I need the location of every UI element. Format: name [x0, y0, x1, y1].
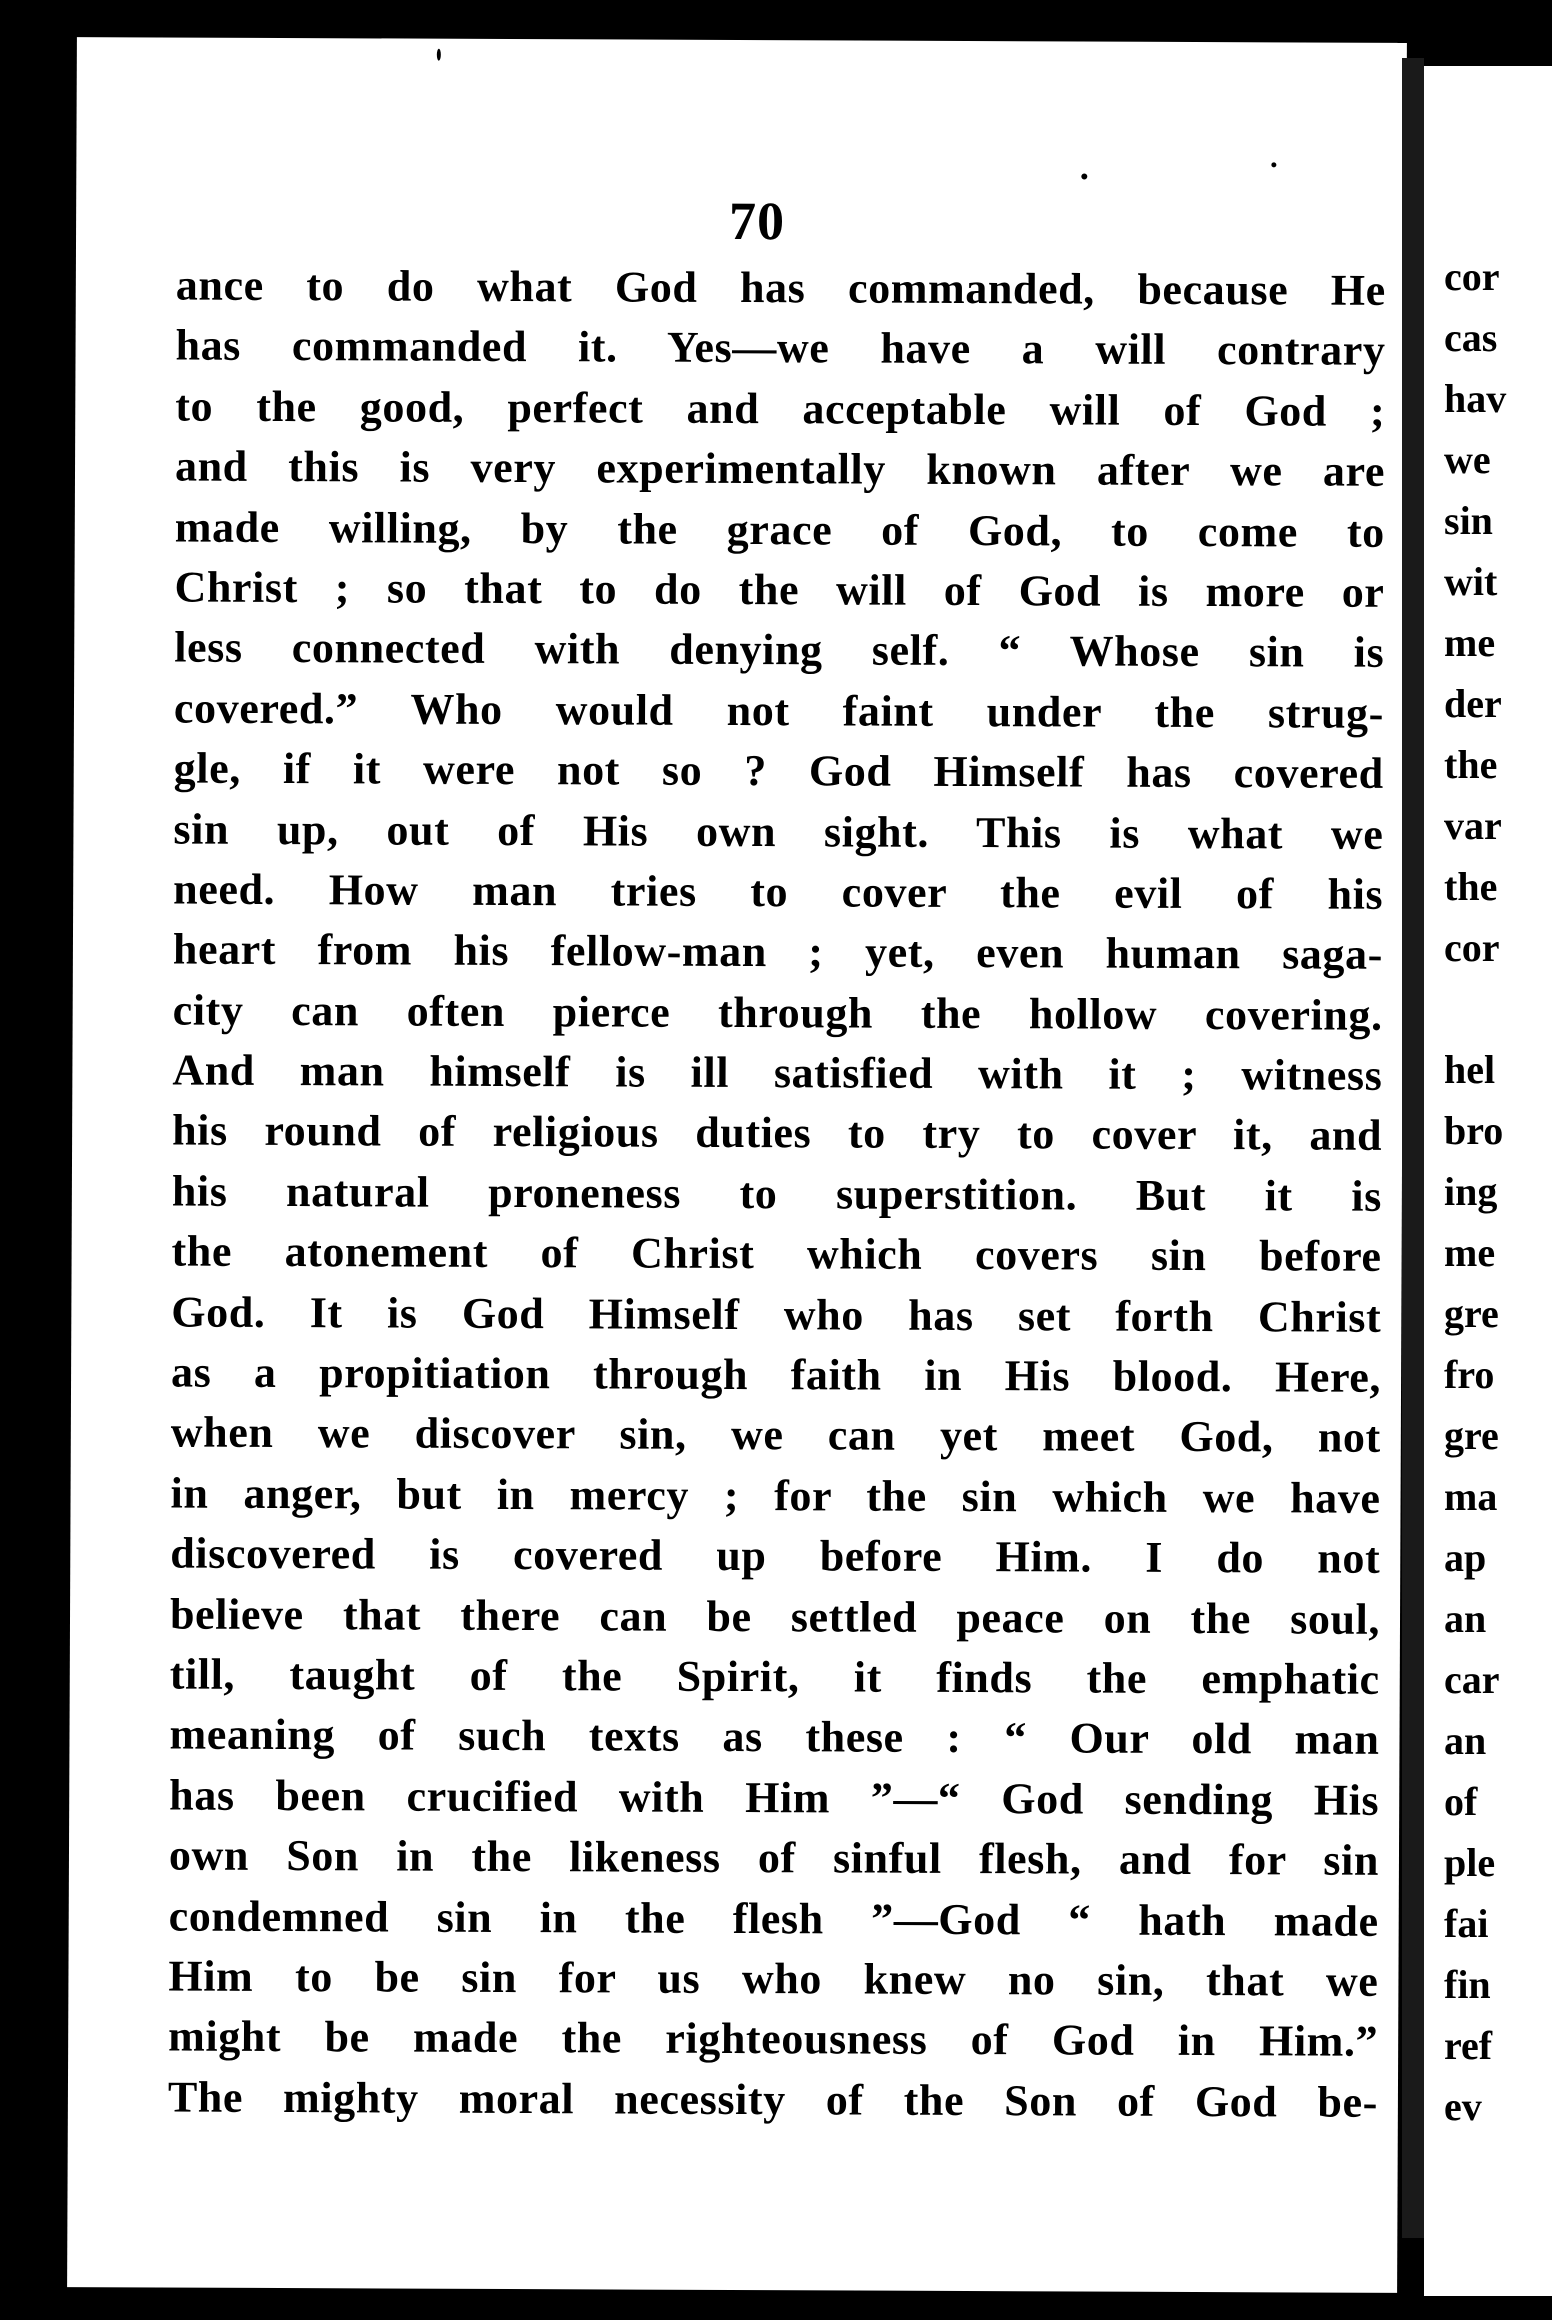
text-line: hav: [1444, 376, 1507, 421]
book-gutter: [1402, 58, 1424, 2238]
text-line: when we discover sin, we can yet meet God, not: [170, 1407, 1381, 1463]
text-line: his round of religious duties to try to cover it, and: [172, 1106, 1383, 1161]
right-page-edge: [1424, 66, 1552, 2296]
text-line: the atonement of Christ which covers sin before: [171, 1226, 1382, 1282]
text-line: less connected with denying self. “ Whose sin is: [174, 622, 1385, 678]
right-page-text: [1444, 246, 1552, 2137]
text-line: fro: [1444, 1352, 1495, 1397]
text-line: var: [1444, 803, 1502, 848]
text-line: an: [1444, 1596, 1487, 1641]
text-line: in anger, but in mercy ; for the sin which we have: [170, 1468, 1381, 1523]
text-line: der: [1444, 681, 1502, 726]
text-line: And man himself is ill satisfied with it ; witness: [172, 1045, 1383, 1100]
text-line: cas: [1444, 315, 1498, 360]
text-line: meaning of such texts as these : “ Our old man: [169, 1709, 1380, 1765]
text-line: sin: [1444, 498, 1493, 543]
text-line: condemned sin in the flesh ”—God “ hath made: [168, 1891, 1379, 1946]
text-line: me: [1444, 1230, 1496, 1275]
text-line: gre: [1444, 1291, 1499, 1336]
text-line: ev: [1444, 2084, 1482, 2129]
text-line: the: [1444, 742, 1498, 787]
text-line: car: [1444, 1657, 1500, 1702]
text-line: an: [1444, 1718, 1487, 1763]
text-line: to the good, perfect and acceptable will of God ;: [175, 381, 1386, 436]
text-line: as a propitiation through faith in His blood. Here,: [170, 1347, 1382, 1402]
text-line: of: [1444, 1779, 1478, 1824]
text-line: ap: [1444, 1535, 1487, 1580]
text-line: ple: [1444, 1840, 1496, 1885]
text-line: made willing, by the grace of God, to come to: [174, 502, 1385, 557]
text-line: might be made the righteousness of God in Him.”: [168, 2011, 1379, 2067]
text-line: covered.” Who would not faint under the strug-: [173, 683, 1385, 738]
text-line: wit: [1444, 559, 1498, 604]
text-line: cor: [1444, 925, 1500, 970]
text-line: ref: [1444, 2023, 1493, 2068]
page-number: 70: [728, 190, 786, 252]
text-line: the: [1444, 864, 1498, 909]
text-line: heart from his fellow-man ; yet, even human saga-: [172, 924, 1384, 980]
text-line: ance to do what God has commanded, because He: [175, 260, 1386, 315]
text-line: gle, if it were not so ? God Himself has covered: [173, 743, 1384, 798]
text-line: city can often pierce through the hollow covering.: [172, 985, 1383, 1040]
text-line: fin: [1444, 1962, 1491, 2007]
text-line: need. How man tries to cover the evil of his: [173, 864, 1384, 919]
text-line: own Son in the likeness of sinful flesh, and for sin: [168, 1830, 1380, 1885]
text-line: ing: [1444, 1169, 1498, 1214]
text-line: has commanded it. Yes—we have a will contrary: [175, 320, 1386, 376]
text-line: we: [1444, 437, 1491, 482]
text-line: sin up, out of His own sight. This is what we: [173, 804, 1384, 859]
text-line: ma: [1444, 1474, 1498, 1519]
text-line: discovered is covered up before Him. I do not: [170, 1528, 1381, 1584]
text-line: cor: [1444, 254, 1500, 299]
text-line: The mighty moral necessity of the Son of God be-: [167, 2072, 1379, 2127]
text-line: gre: [1444, 1413, 1499, 1458]
scan-speck: [1271, 162, 1276, 167]
text-line: Christ ; so that to do the will of God is more or: [174, 562, 1385, 617]
scan-speck: [48, 2119, 52, 2127]
scan-speck: [1081, 173, 1087, 179]
text-line: hel: [1444, 1047, 1496, 1092]
text-line: his natural proneness to superstition. But it is: [171, 1166, 1382, 1221]
body-text: [168, 256, 1386, 2133]
text-line: Him to be sin for us who knew no sin, that we: [168, 1951, 1379, 2006]
text-line: and this is very experimentally known after we are: [174, 441, 1386, 496]
text-line: till, taught of the Spirit, it finds the emphatic: [169, 1649, 1380, 1704]
text-line: has been crucified with Him ”—“ God sending His: [169, 1770, 1380, 1825]
text-line: bro: [1444, 1108, 1504, 1153]
text-line: [1444, 978, 1552, 1039]
text-line: God. It is God Himself who has set forth Christ: [171, 1287, 1382, 1342]
left-page: [67, 37, 1407, 2293]
scan-speck: [437, 49, 441, 61]
text-line: believe that there can be settled peace on the soul,: [169, 1589, 1381, 1644]
text-line: fai: [1444, 1901, 1489, 1946]
text-line: me: [1444, 620, 1496, 665]
